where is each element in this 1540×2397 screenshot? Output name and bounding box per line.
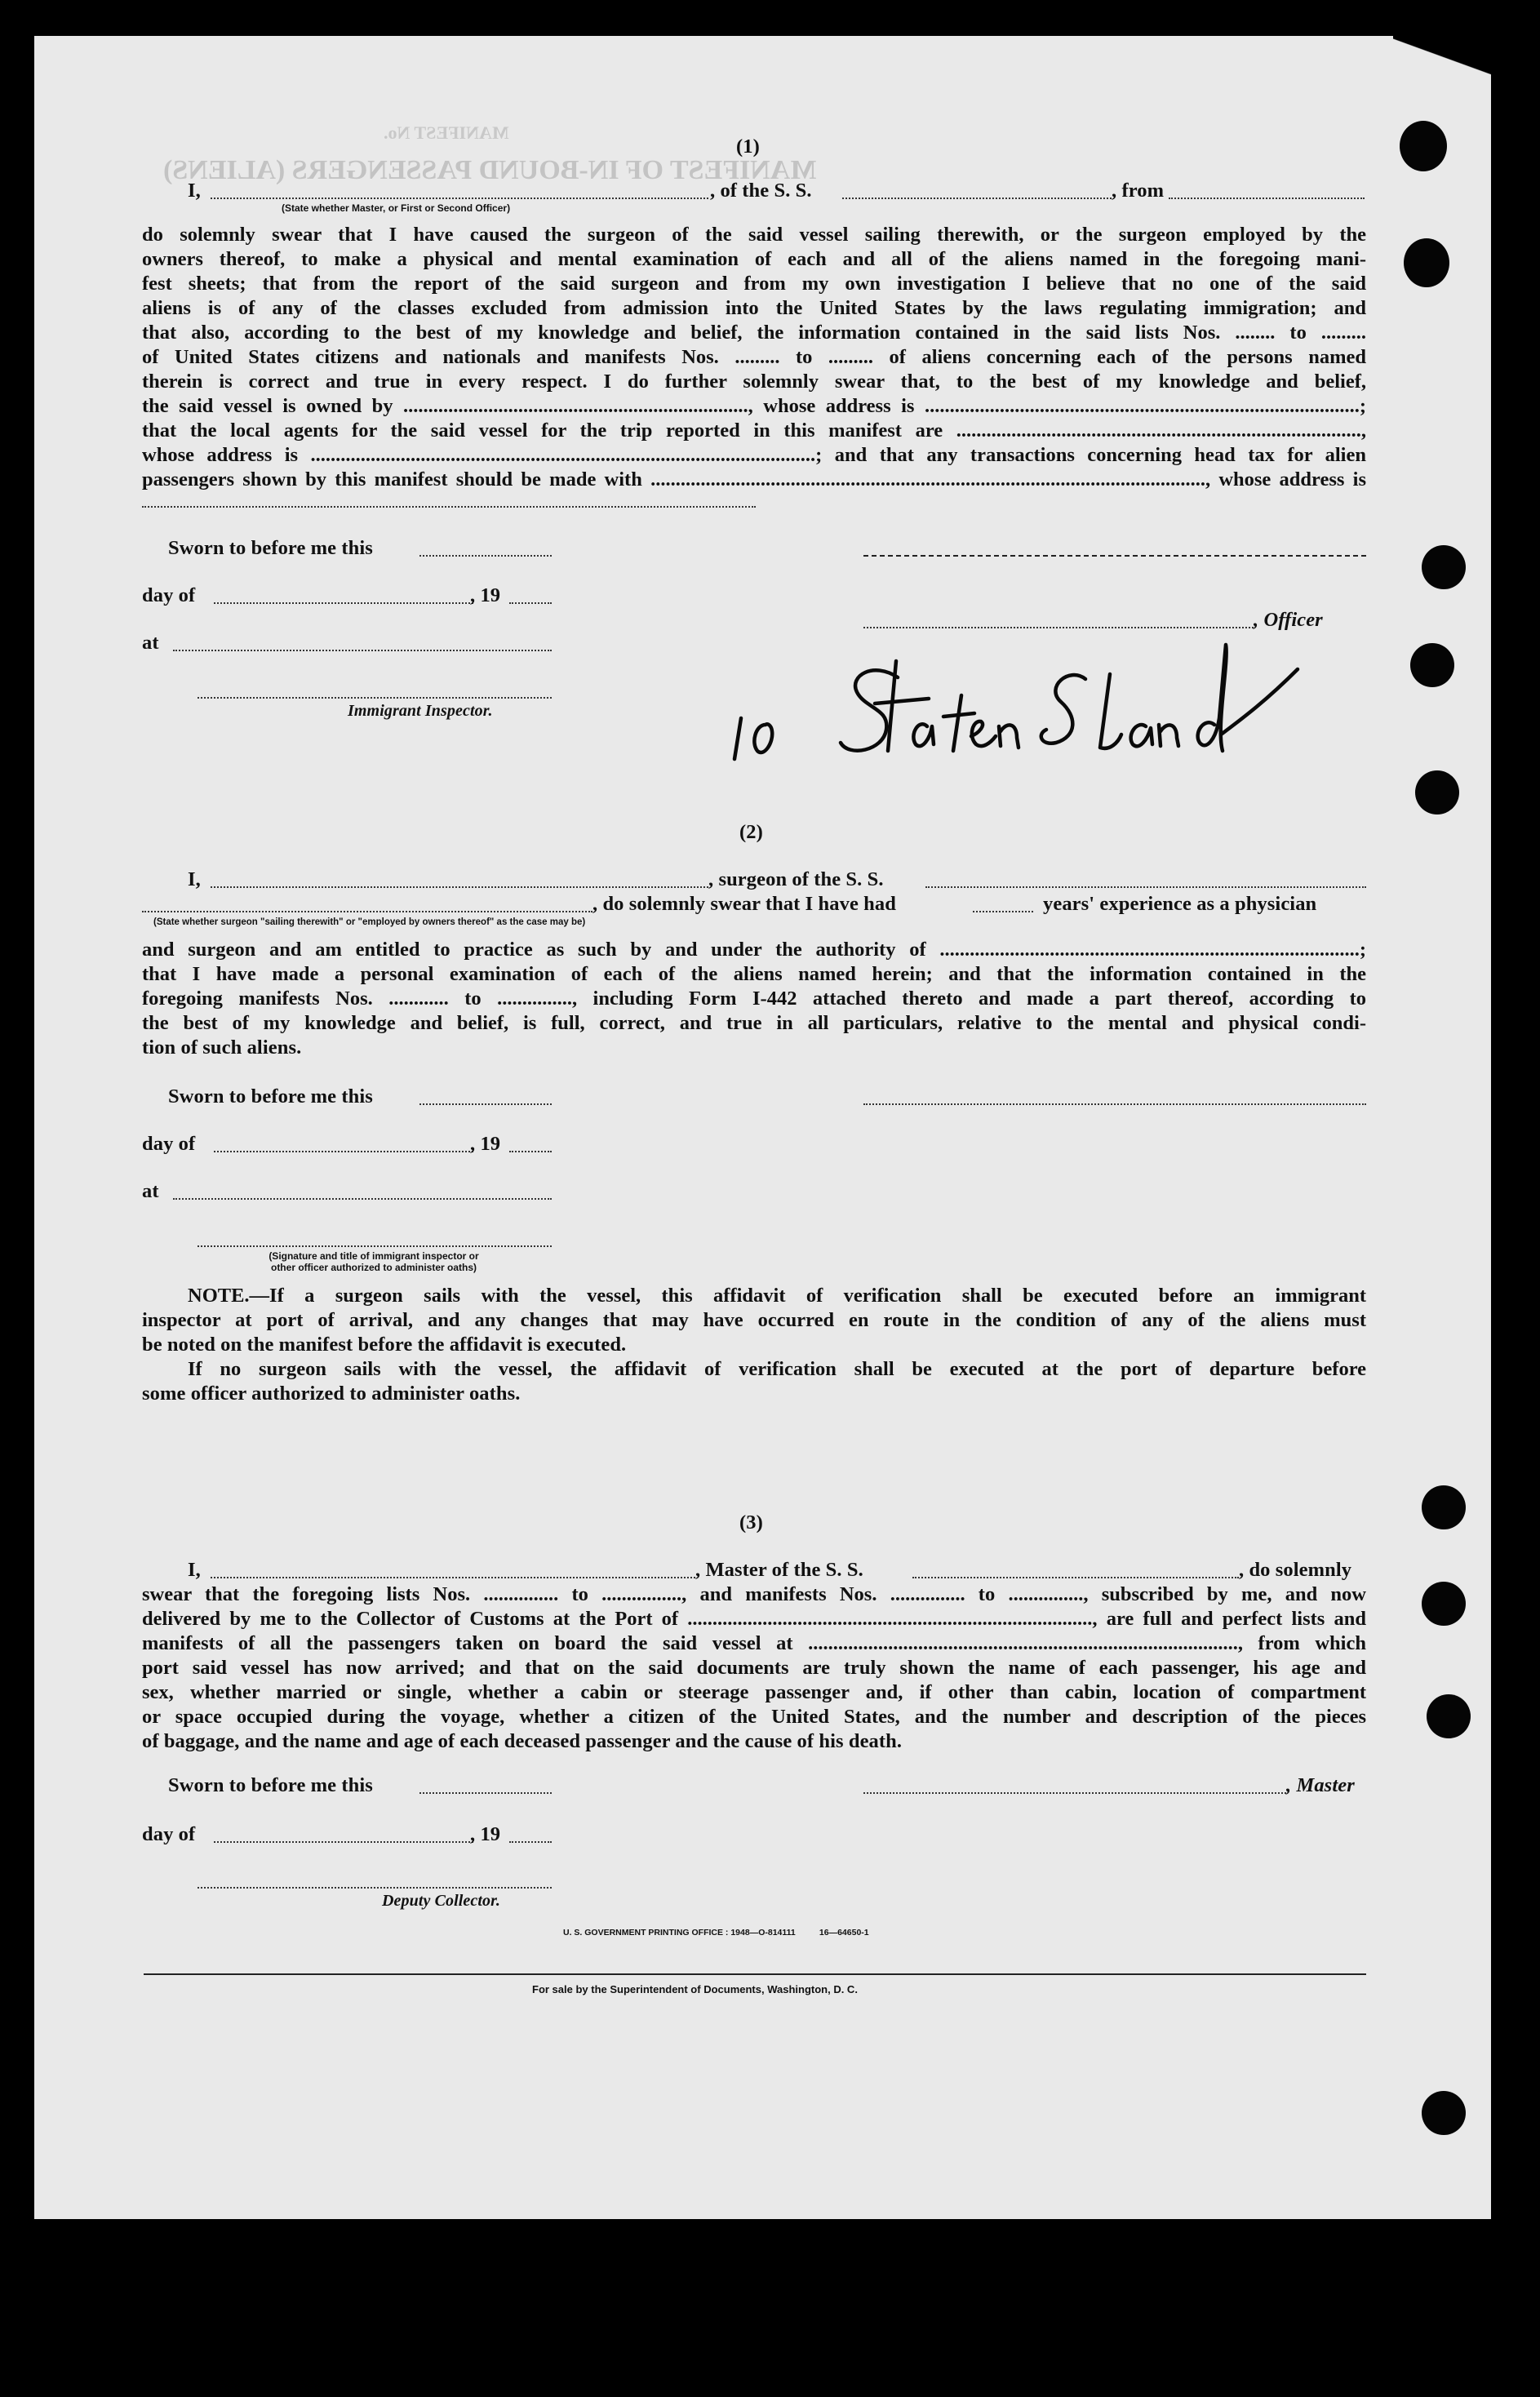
punch-hole bbox=[1422, 545, 1466, 589]
at-label: at bbox=[142, 632, 159, 654]
punch-hole bbox=[1415, 770, 1459, 815]
note-text-line: some officer authorized to administer oaths. bbox=[142, 1383, 521, 1405]
at-place-field[interactable] bbox=[173, 1198, 552, 1200]
at-place-field[interactable] bbox=[173, 650, 552, 651]
footer-rule bbox=[144, 1973, 1366, 1975]
note-text-line: inspector at port of arrival, and any changes that may have occurred en route in the condition of any of the aliens must bbox=[142, 1309, 1366, 1331]
field-label: , of the S. S. bbox=[710, 180, 812, 202]
sworn-label: Sworn to before me this bbox=[168, 537, 373, 559]
oath-text-line: of baggage, and the name and age of each deceased passenger and the cause of his death. bbox=[142, 1730, 903, 1752]
field-label: , surgeon of the S. S. bbox=[708, 868, 884, 890]
day-of-label: day of bbox=[142, 1823, 196, 1845]
year-label: , 19 bbox=[470, 1823, 501, 1845]
vessel-name-field[interactable] bbox=[925, 886, 1366, 888]
deputy-label: Deputy Collector. bbox=[382, 1892, 501, 1910]
sworn-label: Sworn to before me this bbox=[168, 1085, 373, 1108]
oath-text-line: swear that the foregoing lists Nos. ............... to ................, and manifests Nos. ............... to ..............., subscribed by me, and now bbox=[142, 1583, 1366, 1605]
oath-text-line: do solemnly swear that I have caused the surgeon of the said vessel sailing therewith, or the surgeon employed by the bbox=[142, 224, 1366, 246]
field-label: , Master of the S. S. bbox=[695, 1559, 863, 1581]
master-label: , Master bbox=[1286, 1774, 1355, 1796]
field-label: I, bbox=[188, 180, 201, 202]
field-note: (State whether Master, or First or Second Officer) bbox=[282, 202, 511, 214]
punch-hole bbox=[1422, 2091, 1466, 2135]
officer-signature-field[interactable] bbox=[197, 1245, 552, 1247]
oath-text-line: therein is correct and true in every respect. I do further solemnly swear that, to the best of my knowledge and belief, bbox=[142, 371, 1366, 393]
bleed-through-header: MANIFEST OF IN-BOUND PASSENGERS (ALIENS) bbox=[163, 155, 817, 185]
year-label: , 19 bbox=[470, 584, 501, 606]
gpo-imprint: U. S. GOVERNMENT PRINTING OFFICE : 1948—O-814111 16—64650-1 bbox=[563, 1928, 869, 1938]
field-label: , from bbox=[1112, 180, 1165, 202]
note-text-line: NOTE.—If a surgeon sails with the vessel, this affidavit of verification shall be executed before an immigrant bbox=[188, 1285, 1366, 1307]
year-field[interactable] bbox=[509, 1841, 552, 1843]
oath-text-line: that the local agents for the said vessel for the trip reported in this manifest are ................................................................................., bbox=[142, 419, 1366, 442]
signature-note: (Signature and title of immigrant inspector or bbox=[269, 1250, 479, 1262]
signature-note: other officer authorized to administer oaths) bbox=[270, 1262, 477, 1273]
oath-text-line: fest sheets; that from the report of the said surgeon and from my own investigation I believe that no one of the said bbox=[142, 273, 1366, 295]
oath-text-line: whose address is .....................................................................................................; and that any transactions concerning head tax for alien bbox=[142, 444, 1366, 466]
vessel-name-field[interactable] bbox=[842, 198, 1112, 199]
section-number: (3) bbox=[739, 1511, 763, 1534]
punch-hole bbox=[1427, 1694, 1471, 1738]
oath-text-line: foregoing manifests Nos. ............ to ..............., including Form I-442 attached thereto and made a part thereof, according to bbox=[142, 988, 1366, 1010]
oath-text-line: manifests of all the passengers taken on board the said vessel at ......................................................................................, from which bbox=[142, 1632, 1366, 1654]
officer-name-field[interactable] bbox=[211, 198, 708, 199]
field-label: , do solemnly bbox=[1239, 1559, 1352, 1581]
oath-text-line: sex, whether married or single, whether a cabin or steerage passenger and, if other than cabin, location of compartment bbox=[142, 1681, 1366, 1703]
sworn-label: Sworn to before me this bbox=[168, 1774, 373, 1796]
note-text-line: be noted on the manifest before the affidavit is executed. bbox=[142, 1334, 627, 1356]
signature-line[interactable] bbox=[863, 555, 1366, 557]
day-of-label: day of bbox=[142, 1133, 196, 1155]
vessel-name-field[interactable] bbox=[912, 1577, 1239, 1578]
field-label: , do solemnly swear that I have had bbox=[592, 893, 896, 915]
punch-hole bbox=[1410, 643, 1454, 687]
oath-text-line: and surgeon and am entitled to practice as such by and under the authority of ....................................................................................; bbox=[142, 939, 1366, 961]
oath-text-line: owners thereof, to make a physical and mental examination of each and all of the aliens named in the foregoing mani- bbox=[142, 248, 1366, 270]
oath-text-line: tion of such aliens. bbox=[142, 1036, 302, 1059]
note-text-line: If no surgeon sails with the vessel, the affidavit of verification shall be executed at the port of departure before bbox=[188, 1358, 1366, 1380]
year-field[interactable] bbox=[509, 602, 552, 604]
oath-text-line: aliens is of any of the classes excluded from admission into the United States by the laws regulating immigration; and bbox=[142, 297, 1366, 319]
field-label: years' experience as a physician bbox=[1043, 893, 1317, 915]
day-of-label: day of bbox=[142, 584, 196, 606]
oath-text-line: that I have made a personal examination of each of the aliens named herein; and that the information contained in the bbox=[142, 963, 1366, 985]
oath-text-line: or space occupied during the voyage, whether a citizen of the United States, and the number and description of the pieces bbox=[142, 1706, 1366, 1728]
oath-text-line: the best of my knowledge and belief, is full, correct, and true in all particulars, relative to the mental and physical condi- bbox=[142, 1012, 1366, 1034]
month-field[interactable] bbox=[214, 1151, 473, 1152]
deputy-signature-field[interactable] bbox=[197, 1887, 552, 1889]
oath-text-line: the said vessel is owned by ....................................................................., whose address is .......................................................................................; bbox=[142, 395, 1366, 417]
inspector-signature-field[interactable] bbox=[197, 697, 552, 699]
ink-blot bbox=[1404, 238, 1449, 287]
master-signature-field[interactable] bbox=[863, 1792, 1286, 1794]
field-label: I, bbox=[188, 868, 201, 890]
oath-text-line: passengers shown by this manifest should be made with ..............................................................................................................., whose address is bbox=[142, 468, 1366, 490]
oath-text-line: that also, according to the best of my knowledge and belief, the information contained in the said lists Nos. ........ to ......... bbox=[142, 322, 1366, 344]
sworn-date-field[interactable] bbox=[419, 1103, 552, 1105]
year-label: , 19 bbox=[470, 1133, 501, 1155]
master-name-field[interactable] bbox=[211, 1577, 695, 1578]
handwritten-signature bbox=[726, 628, 1330, 767]
sale-notice: For sale by the Superintendent of Documents, Washington, D. C. bbox=[532, 1983, 858, 1995]
address-continuation-field[interactable] bbox=[142, 506, 756, 508]
year-field[interactable] bbox=[509, 1151, 552, 1152]
month-field[interactable] bbox=[214, 1841, 473, 1843]
section-number: (2) bbox=[739, 821, 763, 843]
field-label: I, bbox=[188, 1559, 201, 1581]
inspector-label: Immigrant Inspector. bbox=[348, 702, 493, 720]
surgeon-signature-field[interactable] bbox=[863, 1103, 1366, 1105]
punch-hole bbox=[1422, 1582, 1466, 1626]
oath-text-line: port said vessel has now arrived; and that on the said documents are truly shown the name of each passenger, his age and bbox=[142, 1657, 1366, 1679]
oath-text-line: delivered by me to the Collector of Customs at the Port of ................................................................................., are full and perfect lists and bbox=[142, 1608, 1366, 1630]
at-label: at bbox=[142, 1180, 159, 1202]
punch-hole bbox=[1422, 1485, 1466, 1529]
field-note: (State whether surgeon "sailing therewith" or "employed by owners thereof" as the case may be) bbox=[153, 917, 586, 927]
section-number: (1) bbox=[736, 135, 760, 158]
month-field[interactable] bbox=[214, 602, 473, 604]
surgeon-status-field[interactable] bbox=[142, 911, 592, 912]
sworn-date-field[interactable] bbox=[419, 555, 552, 557]
oath-text-line: of United States citizens and nationals and manifests Nos. ......... to ......... of aliens concerning each of the persons named bbox=[142, 346, 1366, 368]
page-corner-fold bbox=[1393, 36, 1491, 85]
bleed-through-manifest-no: MANIFEST No. bbox=[384, 122, 509, 143]
surgeon-name-field[interactable] bbox=[211, 886, 708, 888]
from-port-field[interactable] bbox=[1169, 198, 1365, 199]
ink-blot bbox=[1400, 121, 1447, 171]
years-experience-field[interactable] bbox=[973, 911, 1033, 912]
sworn-date-field[interactable] bbox=[419, 1792, 552, 1794]
officer-label: , Officer bbox=[1254, 609, 1323, 631]
